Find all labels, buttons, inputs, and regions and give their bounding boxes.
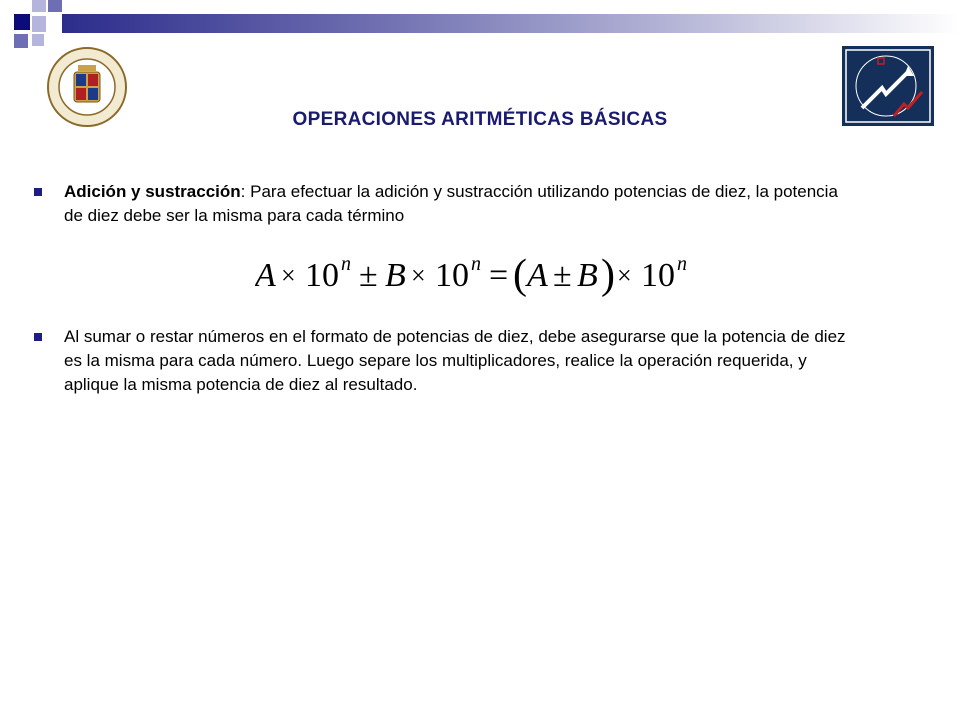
- bullet-text: : Para efectuar la adición y sustracción utilizando potencias de diez, la potencia de diez debe ser la misma para cada término: [64, 182, 838, 225]
- formula: [255, 250, 715, 298]
- header-square-dark-1: [14, 14, 30, 30]
- formula-a: A: [255, 257, 276, 294]
- header-square-light-1: [32, 0, 46, 12]
- bullet-term: Adición y sustracción: [64, 182, 241, 201]
- formula-pm-2: ±: [553, 257, 572, 294]
- header-square-mid-1: [48, 0, 62, 12]
- formula-times-2: ×: [411, 261, 426, 290]
- bullet-marker-1: [34, 188, 42, 196]
- formula-b: B: [385, 257, 406, 294]
- header-square-light-2: [32, 16, 46, 32]
- header-gradient-bar: [62, 14, 960, 33]
- page-title: OPERACIONES ARITMÉTICAS BÁSICAS: [292, 109, 668, 130]
- formula-times-1: ×: [281, 261, 296, 290]
- formula-ten-1: 10: [305, 257, 339, 294]
- formula-lparen: (: [513, 252, 527, 298]
- header-square-light-3: [32, 34, 44, 46]
- formula-b-2: B: [577, 257, 598, 294]
- formula-times-3: ×: [617, 261, 632, 290]
- bullet-marker-2: [34, 333, 42, 341]
- formula-exp-2: n: [471, 253, 481, 275]
- formula-pm: ±: [359, 257, 378, 294]
- formula-a-2: A: [527, 257, 548, 294]
- bullet-paragraph-1: [64, 180, 854, 228]
- bullet-paragraph-2: Al sumar o restar números en el formato de potencias de diez, debe asegurarse que la potencia de diez es la misma para cada número. Luego separe los multiplicadores, realice la operación requerida, y aplique la misma potencia de diez al resultado.: [64, 327, 846, 394]
- formula-exp-3: n: [677, 253, 687, 275]
- formula-rparen: ): [601, 252, 615, 298]
- formula-exp-1: n: [341, 253, 351, 275]
- header-square-mid-2: [14, 34, 28, 48]
- formula-ten-2: 10: [435, 257, 469, 294]
- formula-ten-3: 10: [641, 257, 675, 294]
- formula-eq: =: [489, 257, 509, 294]
